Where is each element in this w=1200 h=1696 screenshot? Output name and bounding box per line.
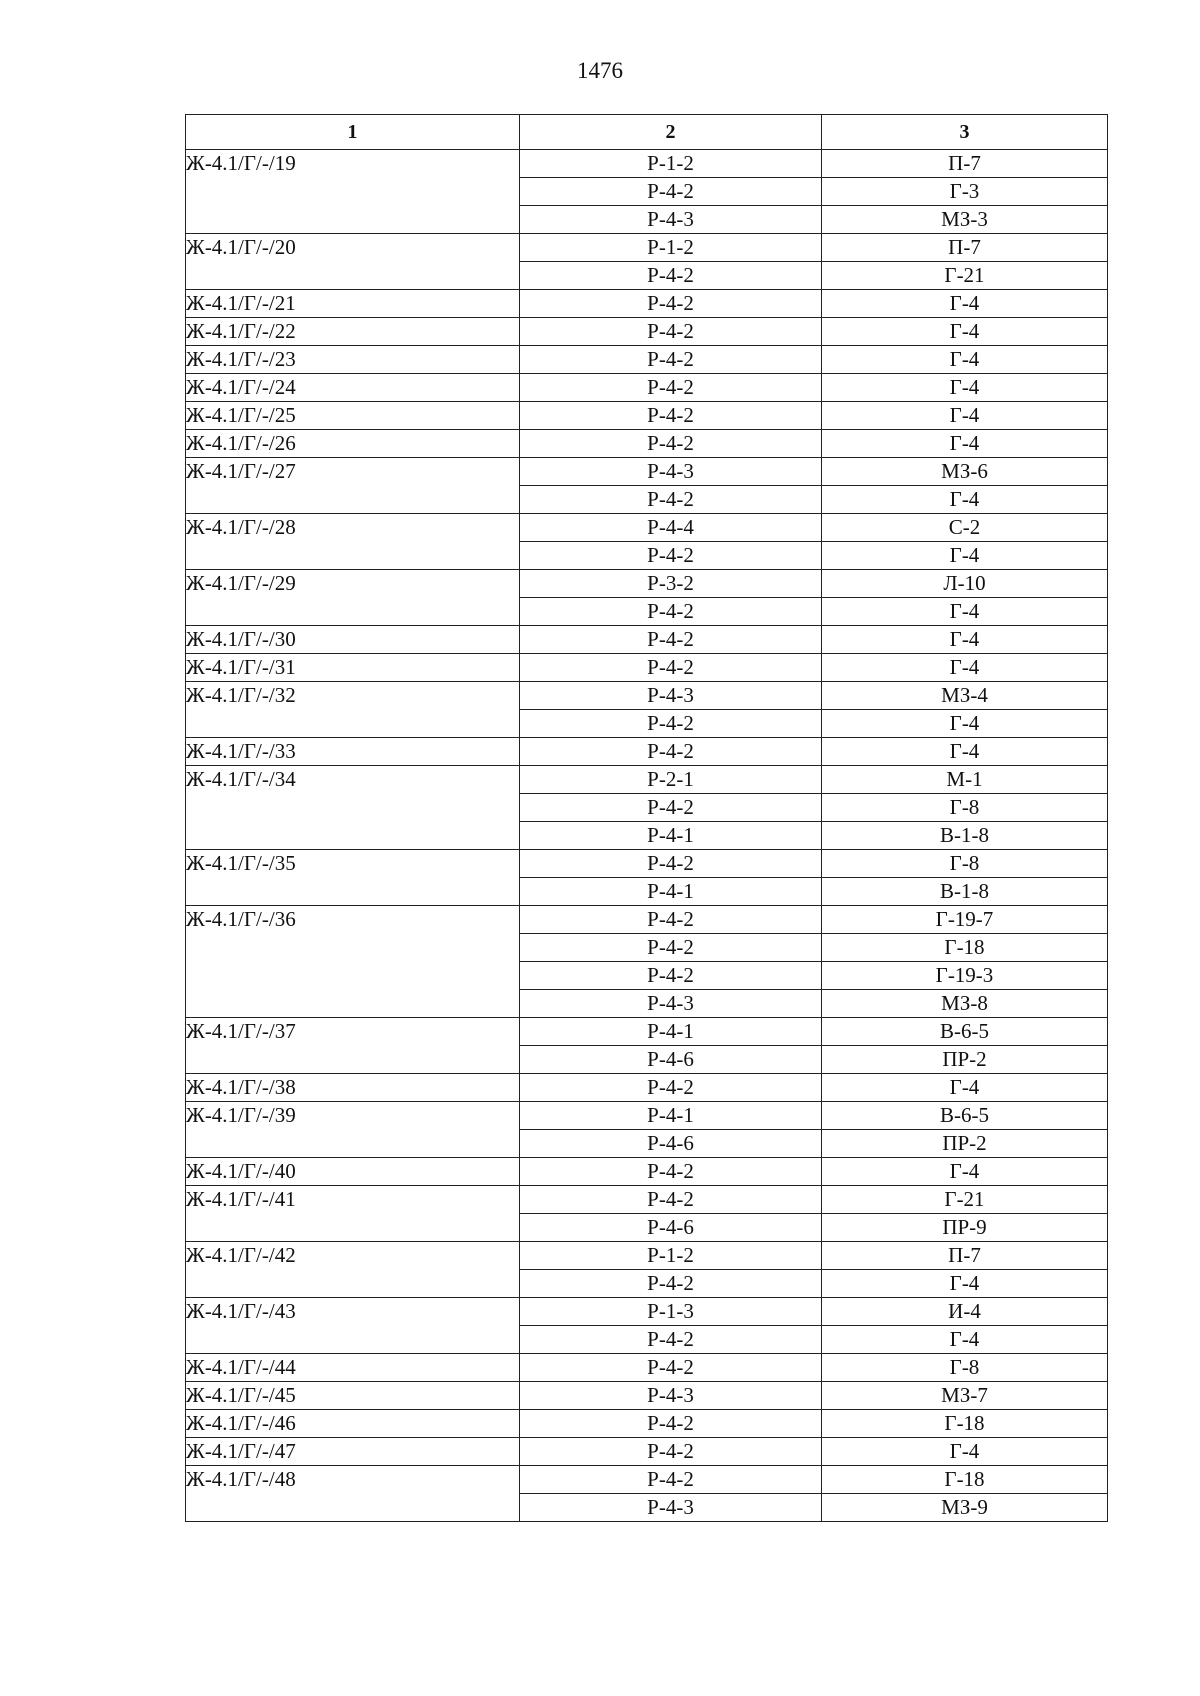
value-cell: МЗ-9	[822, 1494, 1108, 1522]
section-cell: Р-4-2	[520, 262, 822, 290]
row-code-cell: Ж-4.1/Г/-/26	[186, 430, 520, 458]
section-cell: Р-4-2	[520, 430, 822, 458]
row-code-cell: Ж-4.1/Г/-/22	[186, 318, 520, 346]
section-cell: Р-4-2	[520, 1326, 822, 1354]
table-row	[186, 430, 1108, 458]
table-row	[186, 738, 1108, 766]
section-cell: Р-4-3	[520, 206, 822, 234]
value-cell: Г-4	[822, 1074, 1108, 1102]
value-cell: Г-21	[822, 1186, 1108, 1214]
value-cell: Г-4	[822, 598, 1108, 626]
section-cell: Р-4-1	[520, 878, 822, 906]
section-cell: Р-4-2	[520, 1158, 822, 1186]
section-cell: Р-4-2	[520, 346, 822, 374]
table-row	[186, 682, 1108, 710]
value-cell: Г-8	[822, 1354, 1108, 1382]
section-cell: Р-4-2	[520, 486, 822, 514]
table-row	[186, 290, 1108, 318]
row-code-cell: Ж-4.1/Г/-/42	[186, 1242, 520, 1298]
value-cell: Г-4	[822, 1158, 1108, 1186]
section-cell: Р-4-1	[520, 1018, 822, 1046]
row-code-cell: Ж-4.1/Г/-/21	[186, 290, 520, 318]
data-table	[185, 114, 1108, 1522]
section-cell: Р-4-2	[520, 1466, 822, 1494]
section-cell: Р-4-2	[520, 906, 822, 934]
section-cell: Р-3-2	[520, 570, 822, 598]
section-cell: Р-4-2	[520, 318, 822, 346]
row-code-cell: Ж-4.1/Г/-/39	[186, 1102, 520, 1158]
value-cell: Г-4	[822, 710, 1108, 738]
row-code-cell: Ж-4.1/Г/-/20	[186, 234, 520, 290]
table-row	[186, 766, 1108, 794]
row-code-cell: Ж-4.1/Г/-/36	[186, 906, 520, 1018]
table-row	[186, 1382, 1108, 1410]
table-row	[186, 234, 1108, 262]
section-cell: Р-1-3	[520, 1298, 822, 1326]
section-cell: Р-4-6	[520, 1046, 822, 1074]
value-cell: Г-4	[822, 654, 1108, 682]
row-code-cell: Ж-4.1/Г/-/41	[186, 1186, 520, 1242]
section-cell: Р-4-2	[520, 1410, 822, 1438]
value-cell: Г-18	[822, 1466, 1108, 1494]
table-row	[186, 150, 1108, 178]
section-cell: Р-4-2	[520, 654, 822, 682]
section-cell: Р-4-2	[520, 178, 822, 206]
column-header-1: 1	[186, 115, 520, 150]
value-cell: ПР-2	[822, 1046, 1108, 1074]
value-cell: Г-4	[822, 542, 1108, 570]
table-row	[186, 1354, 1108, 1382]
section-cell: Р-4-1	[520, 822, 822, 850]
table-row	[186, 850, 1108, 878]
value-cell: П-7	[822, 1242, 1108, 1270]
section-cell: Р-4-2	[520, 850, 822, 878]
table-row	[186, 1074, 1108, 1102]
value-cell: МЗ-4	[822, 682, 1108, 710]
value-cell: МЗ-7	[822, 1382, 1108, 1410]
section-cell: Р-4-3	[520, 990, 822, 1018]
section-cell: Р-4-3	[520, 1382, 822, 1410]
row-code-cell: Ж-4.1/Г/-/32	[186, 682, 520, 738]
section-cell: Р-4-2	[520, 290, 822, 318]
table-row	[186, 626, 1108, 654]
table-row	[186, 570, 1108, 598]
row-code-cell: Ж-4.1/Г/-/31	[186, 654, 520, 682]
section-cell: Р-4-4	[520, 514, 822, 542]
row-code-cell: Ж-4.1/Г/-/45	[186, 1382, 520, 1410]
value-cell: МЗ-6	[822, 458, 1108, 486]
value-cell: Г-4	[822, 346, 1108, 374]
table-row	[186, 1102, 1108, 1130]
value-cell: Г-18	[822, 1410, 1108, 1438]
row-code-cell: Ж-4.1/Г/-/34	[186, 766, 520, 850]
table-row	[186, 1242, 1108, 1270]
section-cell: Р-4-3	[520, 1494, 822, 1522]
value-cell: Г-4	[822, 290, 1108, 318]
section-cell: Р-1-2	[520, 234, 822, 262]
table-row	[186, 906, 1108, 934]
value-cell: Г-4	[822, 1326, 1108, 1354]
section-cell: Р-4-2	[520, 1438, 822, 1466]
table-row	[186, 1298, 1108, 1326]
value-cell: Г-4	[822, 430, 1108, 458]
row-code-cell: Ж-4.1/Г/-/29	[186, 570, 520, 626]
value-cell: В-6-5	[822, 1018, 1108, 1046]
section-cell: Р-4-2	[520, 710, 822, 738]
value-cell: Г-21	[822, 262, 1108, 290]
row-code-cell: Ж-4.1/Г/-/25	[186, 402, 520, 430]
column-header-2: 2	[520, 115, 822, 150]
value-cell: Г-19-3	[822, 962, 1108, 990]
value-cell: М-1	[822, 766, 1108, 794]
section-cell: Р-4-2	[520, 1074, 822, 1102]
page-number: 1476	[577, 58, 623, 83]
table-row	[186, 1410, 1108, 1438]
value-cell: В-1-8	[822, 878, 1108, 906]
section-cell: Р-4-2	[520, 794, 822, 822]
table-row	[186, 514, 1108, 542]
table-row	[186, 458, 1108, 486]
row-code-cell: Ж-4.1/Г/-/44	[186, 1354, 520, 1382]
table-row	[186, 1186, 1108, 1214]
row-code-cell: Ж-4.1/Г/-/30	[186, 626, 520, 654]
row-code-cell: Ж-4.1/Г/-/48	[186, 1466, 520, 1522]
value-cell: Г-4	[822, 1438, 1108, 1466]
section-cell: Р-4-2	[520, 598, 822, 626]
value-cell: ПР-2	[822, 1130, 1108, 1158]
table-body	[186, 150, 1108, 1522]
value-cell: Г-8	[822, 794, 1108, 822]
value-cell: Г-4	[822, 318, 1108, 346]
table-row	[186, 1438, 1108, 1466]
row-code-cell: Ж-4.1/Г/-/38	[186, 1074, 520, 1102]
value-cell: Г-19-7	[822, 906, 1108, 934]
value-cell: В-1-8	[822, 822, 1108, 850]
row-code-cell: Ж-4.1/Г/-/35	[186, 850, 520, 906]
row-code-cell: Ж-4.1/Г/-/23	[186, 346, 520, 374]
section-cell: Р-1-2	[520, 1242, 822, 1270]
value-cell: Г-18	[822, 934, 1108, 962]
value-cell: И-4	[822, 1298, 1108, 1326]
value-cell: П-7	[822, 234, 1108, 262]
value-cell: Г-4	[822, 374, 1108, 402]
section-cell: Р-4-2	[520, 738, 822, 766]
row-code-cell: Ж-4.1/Г/-/24	[186, 374, 520, 402]
value-cell: Л-10	[822, 570, 1108, 598]
section-cell: Р-4-2	[520, 402, 822, 430]
section-cell: Р-4-2	[520, 1186, 822, 1214]
column-header-3: 3	[822, 115, 1108, 150]
table-row	[186, 374, 1108, 402]
section-cell: Р-4-3	[520, 458, 822, 486]
value-cell: Г-4	[822, 486, 1108, 514]
section-cell: Р-4-2	[520, 934, 822, 962]
section-cell: Р-1-2	[520, 150, 822, 178]
row-code-cell: Ж-4.1/Г/-/37	[186, 1018, 520, 1074]
table-row	[186, 654, 1108, 682]
section-cell: Р-4-2	[520, 542, 822, 570]
table-row	[186, 402, 1108, 430]
value-cell: С-2	[822, 514, 1108, 542]
table-header-row	[186, 115, 1108, 150]
row-code-cell: Ж-4.1/Г/-/28	[186, 514, 520, 570]
row-code-cell: Ж-4.1/Г/-/33	[186, 738, 520, 766]
section-cell: Р-4-2	[520, 626, 822, 654]
row-code-cell: Ж-4.1/Г/-/47	[186, 1438, 520, 1466]
value-cell: Г-4	[822, 402, 1108, 430]
section-cell: Р-4-3	[520, 682, 822, 710]
value-cell: Г-4	[822, 626, 1108, 654]
value-cell: П-7	[822, 150, 1108, 178]
section-cell: Р-4-2	[520, 962, 822, 990]
value-cell: ПР-9	[822, 1214, 1108, 1242]
section-cell: Р-4-6	[520, 1130, 822, 1158]
table-row	[186, 1466, 1108, 1494]
table-row	[186, 346, 1108, 374]
value-cell: Г-4	[822, 738, 1108, 766]
section-cell: Р-2-1	[520, 766, 822, 794]
row-code-cell: Ж-4.1/Г/-/43	[186, 1298, 520, 1354]
section-cell: Р-4-6	[520, 1214, 822, 1242]
value-cell: Г-8	[822, 850, 1108, 878]
value-cell: Г-4	[822, 1270, 1108, 1298]
value-cell: МЗ-8	[822, 990, 1108, 1018]
value-cell: В-6-5	[822, 1102, 1108, 1130]
row-code-cell: Ж-4.1/Г/-/19	[186, 150, 520, 234]
table-row	[186, 1158, 1108, 1186]
table-row	[186, 318, 1108, 346]
value-cell: Г-3	[822, 178, 1108, 206]
value-cell: МЗ-3	[822, 206, 1108, 234]
section-cell: Р-4-1	[520, 1102, 822, 1130]
row-code-cell: Ж-4.1/Г/-/27	[186, 458, 520, 514]
row-code-cell: Ж-4.1/Г/-/46	[186, 1410, 520, 1438]
table-row	[186, 1018, 1108, 1046]
section-cell: Р-4-2	[520, 1354, 822, 1382]
section-cell: Р-4-2	[520, 1270, 822, 1298]
row-code-cell: Ж-4.1/Г/-/40	[186, 1158, 520, 1186]
section-cell: Р-4-2	[520, 374, 822, 402]
